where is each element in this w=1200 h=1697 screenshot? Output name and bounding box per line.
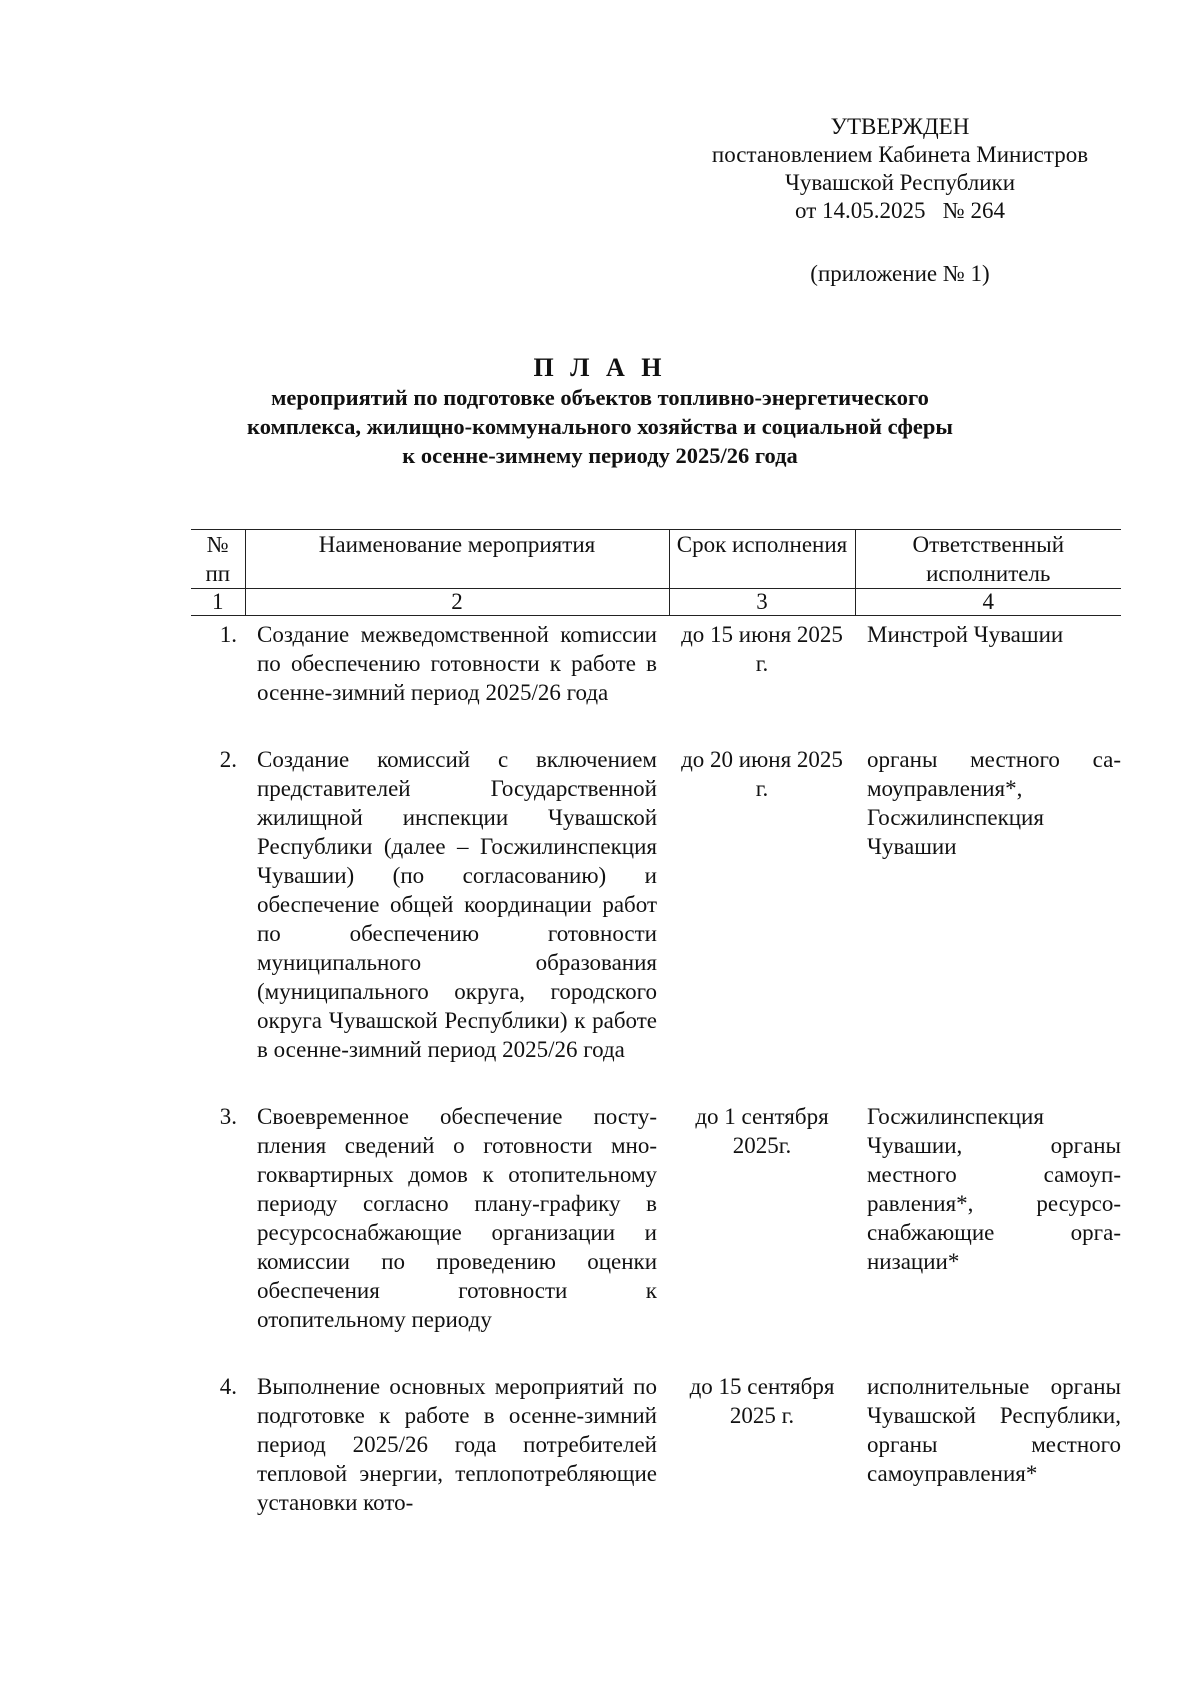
approval-title: УТВЕРЖДЕН [830,114,970,139]
column-number: 2 [245,589,669,616]
header-resp: Ответственный исполнитель [855,530,1121,589]
title-plan: П Л А Н [533,353,667,382]
column-number: 4 [855,589,1121,616]
column-number: 3 [669,589,855,616]
header-num: № пп [191,530,245,589]
row-activity: Создание комиссий с включением представителей Государственной жилищной инспекции Чувашской Республики (далее – Госжилинспекция Чувашии) (по согласованию) и обеспечение общей координации работ по обеспечению готовности муниципального образования (муниципального округа, городского округа Чувашской Республики) к работе в осенне-зимний период 2025/26 года [257,747,657,1062]
title-line-2: комплекса, жилищно-коммунального хозяйства и социальной сферы [247,414,953,439]
table-header-row [191,530,1121,589]
column-number: 1 [191,589,245,616]
approval-date-number: от 14.05.2025 № 264 [795,198,1005,223]
row-number: 4. [219,1374,237,1399]
approval-issuer: постановлением Кабинета Министров [711,142,1089,167]
row-deadline: до 15 июня 2025 г. [681,622,843,676]
row-responsible: Госжилинспекция Чувашии, органы местного самоуправления*, ресурсоснабжающие организации* [867,1104,1121,1274]
approval-republic: Чувашской Республики [784,170,1016,195]
table-row [191,1372,1121,1517]
row-number: 1. [219,622,237,647]
row-deadline: до 1 сентября 2025г. [695,1104,829,1158]
table-row [191,745,1121,1102]
row-responsible: органы местного самоуправления*, Госжилинспекция Чувашии [867,747,1121,859]
row-deadline: до 15 сентября 2025 г. [689,1374,835,1428]
approval-block [680,113,1120,225]
plan-table [191,529,1121,1517]
table-row [191,616,1121,746]
row-deadline: до 20 июня 2025 г. [681,747,843,801]
row-activity: Выполнение основных мероприятий по подготовке к работе в осенне-зимний период 2025/26 года потребителей тепловой энергии, теплопотребляющие установки кото- [257,1374,657,1515]
row-number: 2. [219,747,237,772]
header-name: Наименование мероприятия [245,530,669,589]
row-responsible: Минстрой Чувашии [867,622,1064,647]
row-activity: Создание межведомственной коmиссии по обеспечению готовности к работе в осенне-зимний период 2025/26 года [257,622,657,705]
title-line-3: к осенне-зимнему периоду 2025/26 года [402,443,798,468]
row-number: 3. [219,1104,237,1129]
appendix-label: (приложение № 1) [810,261,990,286]
title-line-1: мероприятий по подготовке объектов топливно-энергетического [271,385,929,410]
row-activity: Своевременное обеспечение поступления сведений о готовности многоквартирных домов к отопительному периоду согласно плану-графику в ресурсоснабжающие организации и комиссии по проведению оценки обеспечения готовности к отопительному периоду [257,1104,657,1332]
column-number-row [191,589,1121,616]
header-term: Срок исполнения [669,530,855,589]
document-title [180,353,1020,470]
table-row [191,1102,1121,1372]
row-responsible: исполнительные органы Чувашской Республики, органы местного самоуправления* [867,1374,1121,1486]
